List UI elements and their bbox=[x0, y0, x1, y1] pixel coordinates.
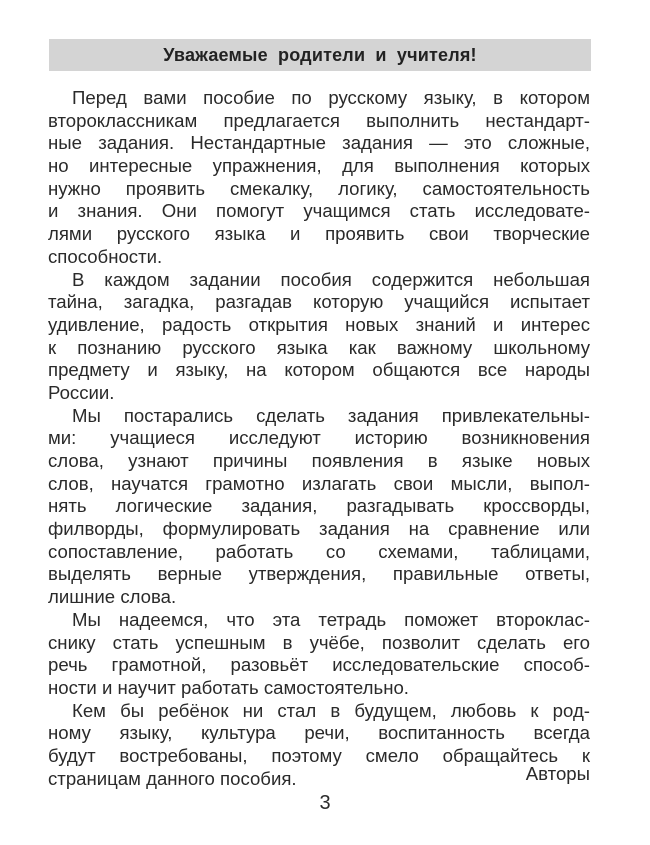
body-text bbox=[48, 87, 590, 790]
text-line: Мы надеемся, что эта тетрадь поможет второклас- bbox=[72, 608, 590, 630]
text-line: лишние слова. bbox=[48, 586, 177, 608]
paragraph-tasks bbox=[48, 405, 590, 609]
text-line: ности и научит работать самостоятельно. bbox=[48, 676, 409, 698]
page-number: 3 bbox=[319, 792, 331, 814]
paragraph-intro bbox=[48, 87, 590, 269]
page-title: Уважаемые родители и учителя! bbox=[163, 44, 477, 65]
text-line: лями русского языка и проявить свои творческие bbox=[48, 223, 590, 245]
text-line: нять логические задания, разгадывать кроссворды, bbox=[48, 495, 590, 517]
text-line: В каждом задании пособия содержится небольшая bbox=[72, 268, 590, 290]
text-line: ному языку, культура речи, воспитанность всегда bbox=[48, 722, 590, 744]
text-line: снику стать успешным в учёбе, позволит сделать его bbox=[48, 631, 590, 653]
text-line: России. bbox=[48, 381, 115, 403]
text-line: будут востребованы, поэтому смело обращайтесь к bbox=[48, 744, 590, 766]
text-line: и знания. Они помогут учащимся стать исследовате- bbox=[48, 200, 590, 222]
paragraph-closing bbox=[48, 700, 590, 791]
text-line: слов, научатся грамотно излагать свои мысли, выпол- bbox=[48, 472, 590, 494]
header-banner bbox=[49, 39, 591, 71]
text-line: удивление, радость открытия новых знаний и интерес bbox=[48, 313, 590, 335]
paragraph-hope bbox=[48, 609, 590, 700]
text-line: слова, узнают причины появления в языке новых bbox=[48, 450, 590, 471]
text-line: нужно проявить смекалку, логику, самостоятельность bbox=[48, 177, 590, 199]
text-line: ми: учащиеся исследуют историю возникновения bbox=[48, 427, 590, 449]
text-line: но интересные упражнения, для выполнения которых bbox=[48, 155, 590, 177]
text-line: способности. bbox=[48, 245, 163, 267]
text-line: предмету и языку, на котором общаются все народы bbox=[48, 359, 590, 381]
text-line: речь грамотной, разовьёт исследовательские способ- bbox=[48, 654, 590, 676]
text-line: Перед вами пособие по русскому языку, в котором bbox=[72, 87, 590, 108]
text-line: сопоставление, работать со схемами, таблицами, bbox=[48, 540, 590, 562]
text-line: к познанию русского языка как важному школьному bbox=[48, 336, 590, 358]
text-line: Кем бы ребёнок ни стал в будущем, любовь к род- bbox=[72, 699, 590, 721]
text-line: Мы постарались сделать задания привлекательны- bbox=[72, 404, 590, 426]
text-line: филворды, формулировать задания на сравнение или bbox=[48, 518, 590, 540]
text-line: тайна, загадка, разгадав которую учащийся испытает bbox=[48, 291, 590, 313]
paragraph-mystery bbox=[48, 269, 590, 405]
text-line: ные задания. Нестандартные задания — это сложные, bbox=[48, 132, 590, 154]
text-line: страницам данного пособия. bbox=[48, 767, 297, 789]
text-line: второклассникам предлагается выполнить нестандарт- bbox=[48, 109, 590, 131]
text-line: выделять верные утверждения, правильные ответы, bbox=[48, 563, 590, 585]
signature-authors: Авторы bbox=[525, 763, 590, 784]
